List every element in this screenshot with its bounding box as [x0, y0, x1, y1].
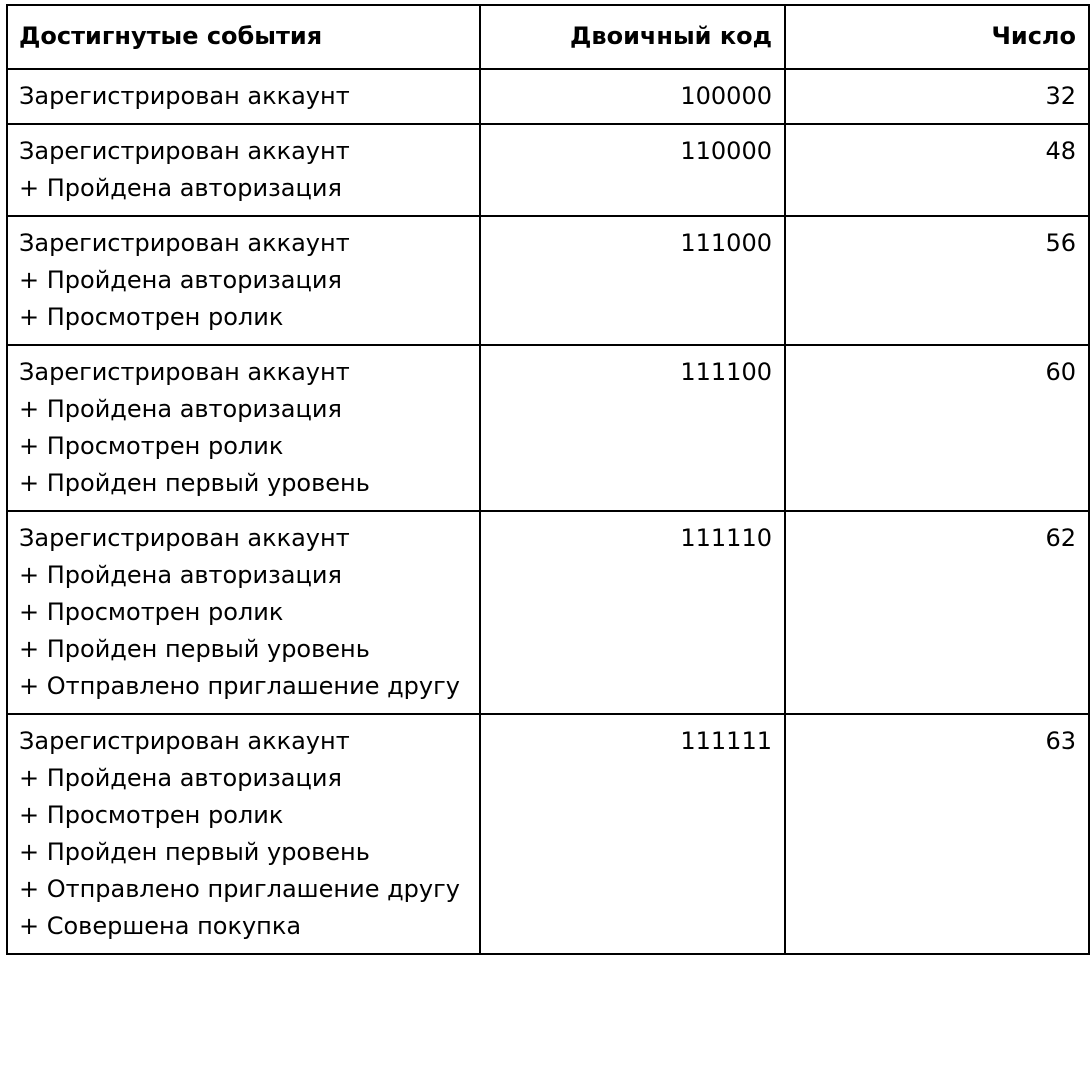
header-number: Число: [785, 5, 1089, 69]
event-line: + Просмотрен ролик: [19, 432, 284, 460]
event-line: Зарегистрирован аккаунт: [19, 82, 350, 110]
table-row: [7, 511, 1089, 714]
events-cell: [7, 216, 480, 345]
table-row: [7, 714, 1089, 954]
number-cell: 56: [785, 216, 1089, 345]
table-row: [7, 345, 1089, 511]
events-cell: [7, 714, 480, 954]
events-cell: [7, 69, 480, 124]
table-row: [7, 216, 1089, 345]
number-cell: 48: [785, 124, 1089, 216]
binary-code-cell: 111111: [480, 714, 785, 954]
header-events: Достигнутые события: [7, 5, 480, 69]
events-cell: [7, 124, 480, 216]
event-line: + Пройдена авторизация: [19, 266, 342, 294]
table-body: [7, 69, 1089, 954]
events-table: [6, 4, 1090, 955]
number-cell: 62: [785, 511, 1089, 714]
event-line: + Пройдена авторизация: [19, 395, 342, 423]
events-cell: [7, 345, 480, 511]
event-line: + Просмотрен ролик: [19, 801, 284, 829]
binary-code-cell: 111100: [480, 345, 785, 511]
table-header-row: [7, 5, 1089, 69]
binary-code-cell: 100000: [480, 69, 785, 124]
table-row: [7, 69, 1089, 124]
number-cell: 60: [785, 345, 1089, 511]
binary-code-cell: 111110: [480, 511, 785, 714]
event-line: + Просмотрен ролик: [19, 598, 284, 626]
number-cell: 32: [785, 69, 1089, 124]
event-line: Зарегистрирован аккаунт: [19, 524, 350, 552]
event-line: + Пройдена авторизация: [19, 561, 342, 589]
event-line: + Отправлено приглашение другу: [19, 672, 460, 700]
event-line: + Пройден первый уровень: [19, 469, 370, 497]
table-row: [7, 124, 1089, 216]
event-line: Зарегистрирован аккаунт: [19, 229, 350, 257]
event-line: Зарегистрирован аккаунт: [19, 137, 350, 165]
binary-code-cell: 111000: [480, 216, 785, 345]
event-line: + Пройдена авторизация: [19, 764, 342, 792]
event-line: Зарегистрирован аккаунт: [19, 727, 350, 755]
binary-code-cell: 110000: [480, 124, 785, 216]
events-cell: [7, 511, 480, 714]
event-line: Зарегистрирован аккаунт: [19, 358, 350, 386]
number-cell: 63: [785, 714, 1089, 954]
event-line: + Пройден первый уровень: [19, 635, 370, 663]
event-line: + Просмотрен ролик: [19, 303, 284, 331]
event-line: + Совершена покупка: [19, 912, 302, 940]
event-line: + Пройден первый уровень: [19, 838, 370, 866]
event-line: + Пройдена авторизация: [19, 174, 342, 202]
event-line: + Отправлено приглашение другу: [19, 875, 460, 903]
header-binary-code: Двоичный код: [480, 5, 785, 69]
